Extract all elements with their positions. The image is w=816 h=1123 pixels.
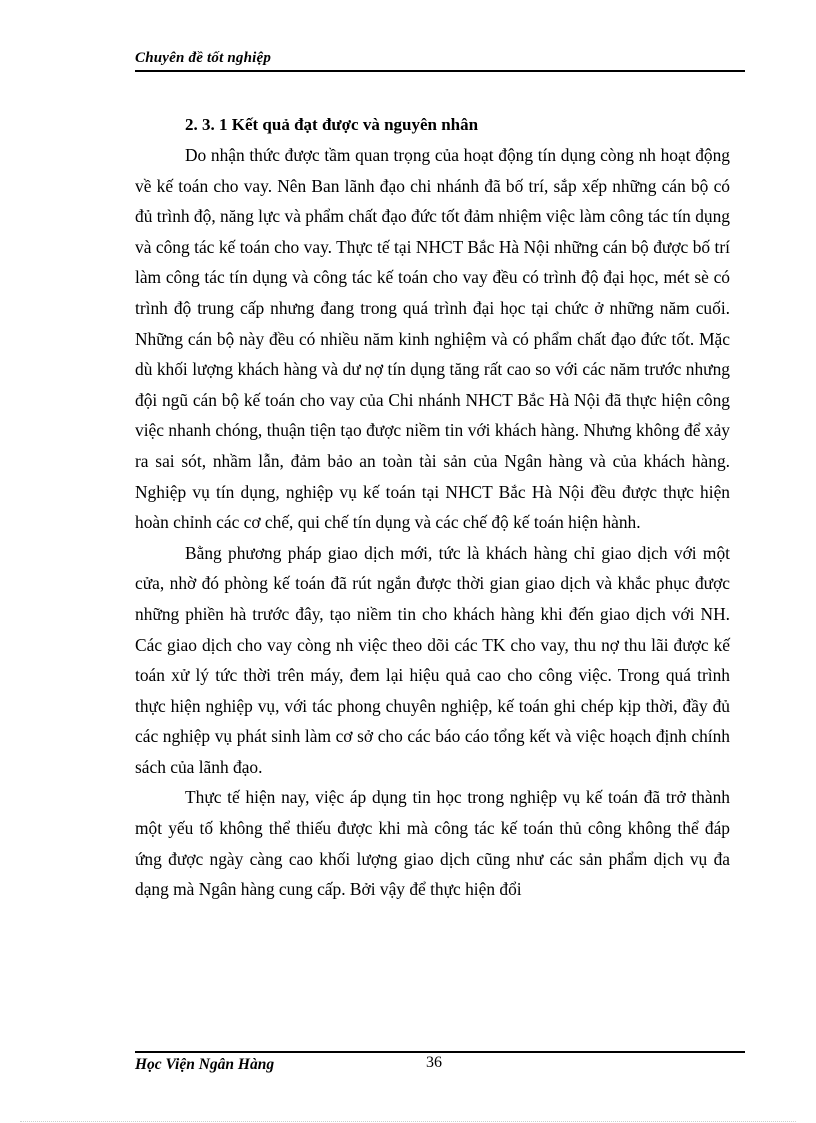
page-body — [135, 110, 730, 905]
paragraph-2: Bằng phương pháp giao dịch mới, tức là khách hàng chỉ giao dịch với một cửa, nhờ đó phòng kế toán đã rút ngắn được thời gian giao dịch và khắc phục được những phiền hà trước đây, tạo niềm tin cho khách hàng khi đến giao dịch với NH. Các giao dịch cho vay còng nh việc theo dõi các TK cho vay, thu nợ thu lãi được kế toán xử lý tức thời trên máy, đem lại hiệu quả cao cho công việc. Trong quá trình thực hiện nghiệp vụ, với tác phong chuyên nghiệp, kế toán ghi chép kịp thời, đầy đủ các nghiệp vụ phát sinh làm cơ sở cho các báo cáo tổng kết và việc hoạch định chính sách của lãnh đạo. — [135, 542, 730, 777]
footer-institution: Học Viện Ngân Hàng — [135, 1056, 275, 1073]
page-header — [135, 48, 745, 72]
page-number: 36 — [426, 1054, 442, 1071]
header-title: Chuyên đề tốt nghiệp — [135, 50, 272, 66]
paragraph-3: Thực tế hiện nay, việc áp dụng tin học trong nghiệp vụ kế toán đã trở thành một yếu tố không thể thiếu được khi mà công tác kế toán thủ công không thể đáp ứng được ngày càng cao khối lượng giao dịch cũng như các sản phẩm dịch vụ đa dạng mà Ngân hàng cung cấp. Bởi vậy để thực hiện đổi — [135, 787, 730, 900]
page-bottom-edge — [20, 1121, 796, 1122]
paragraph-1: Do nhận thức được tầm quan trọng của hoạt động tín dụng còng nh hoạt động về kế toán cho vay. Nên Ban lãnh đạo chi nhánh đã bố trí, sắp xếp những cán bộ có đủ trình độ, năng lực và phẩm chất đạo đức tốt đảm nhiệm việc làm công tác tín dụng và công tác kế toán cho vay. Thực tế tại NHCT Bắc Hà Nội những cán bộ được bố trí làm công tác tín dụng và công tác kế toán cho vay đều có trình độ đại học, mét sè có trình độ trung cấp nhưng đang trong quá trình đại học tại chức ở những năm cuối. Những cán bộ này đều có nhiều năm kinh nghiệm và có phẩm chất đạo đức tốt. Mặc dù khối lượng khách hàng và dư nợ tín dụng tăng rất cao so với các năm trước nhưng đội ngũ cán bộ kế toán cho vay của Chi nhánh NHCT Bắc Hà Nội đã thực hiện công việc nhanh chóng, thuận tiện tạo được niềm tin với khách hàng. Nhưng không để xảy ra sai sót, nhầm lẫn, đảm bảo an toàn tài sản của Ngân hàng và của khách hàng. Nghiệp vụ tín dụng, nghiệp vụ kế toán tại NHCT Bắc Hà Nội đều được thực hiện hoàn chỉnh các cơ chế, qui chế tín dụng và các chế độ kế toán hiện hành. — [135, 145, 731, 533]
section-heading: 2. 3. 1 Kết quả đạt được và nguyên nhân — [185, 115, 479, 134]
